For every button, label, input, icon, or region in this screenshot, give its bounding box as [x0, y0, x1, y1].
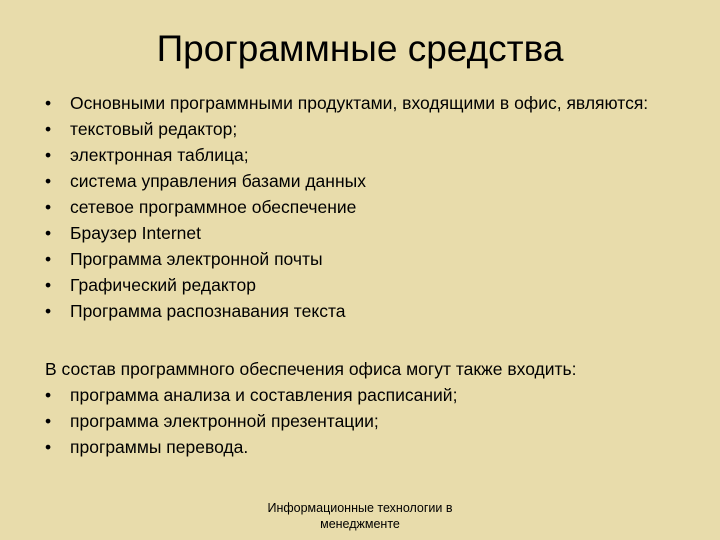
slide-title: Программные средства [156, 28, 564, 69]
bullet-icon: • [45, 197, 52, 217]
primary-bullet-list [45, 94, 685, 321]
list-item-text: Программа электронной почты [70, 249, 323, 269]
bullet-icon: • [45, 145, 52, 165]
bullet-icon: • [45, 223, 52, 243]
list-item [45, 302, 685, 321]
list-item [45, 276, 685, 295]
list-item [45, 146, 685, 165]
secondary-intro: В состав программного обеспечения офиса могут также входить: [45, 359, 577, 379]
bullet-icon: • [45, 301, 52, 321]
list-item [45, 120, 685, 139]
list-item-text: Браузер Internet [70, 223, 202, 243]
footer-line: менеджменте [320, 517, 400, 531]
bullet-icon: • [45, 249, 52, 269]
slide-content [45, 94, 685, 464]
bullet-icon: • [45, 171, 52, 191]
list-item [45, 438, 685, 457]
list-item [45, 198, 685, 217]
bullet-icon: • [45, 93, 52, 113]
footer-line: Информационные технологии в [267, 501, 453, 515]
secondary-bullet-list [45, 386, 685, 457]
section-spacer [45, 328, 685, 360]
bullet-icon: • [45, 437, 52, 457]
list-item [45, 250, 685, 269]
list-item [45, 224, 685, 243]
list-item-text: программа электронной презентации; [70, 411, 379, 431]
list-item [45, 386, 685, 405]
bullet-icon: • [45, 119, 52, 139]
list-item-text: система управления базами данных [70, 171, 366, 191]
slide-footer [0, 500, 720, 532]
list-item-text: сетевое программное обеспечение [70, 197, 357, 217]
list-item [45, 172, 685, 191]
list-item-text: текстовый редактор; [70, 119, 238, 139]
bullet-icon: • [45, 275, 52, 295]
list-item [45, 412, 685, 431]
list-item-text: Графический редактор [70, 275, 256, 295]
bullet-icon: • [45, 411, 52, 431]
list-item-text: электронная таблица; [70, 145, 249, 165]
list-item-text: программа анализа и составления расписаний; [70, 385, 458, 405]
list-item-text: Основными программными продуктами, входящими в офис, являются: [70, 93, 649, 113]
list-item-text: программы перевода. [70, 437, 249, 457]
list-item [45, 94, 685, 113]
list-item-text: Программа распознавания текста [70, 301, 346, 321]
bullet-icon: • [45, 385, 52, 405]
